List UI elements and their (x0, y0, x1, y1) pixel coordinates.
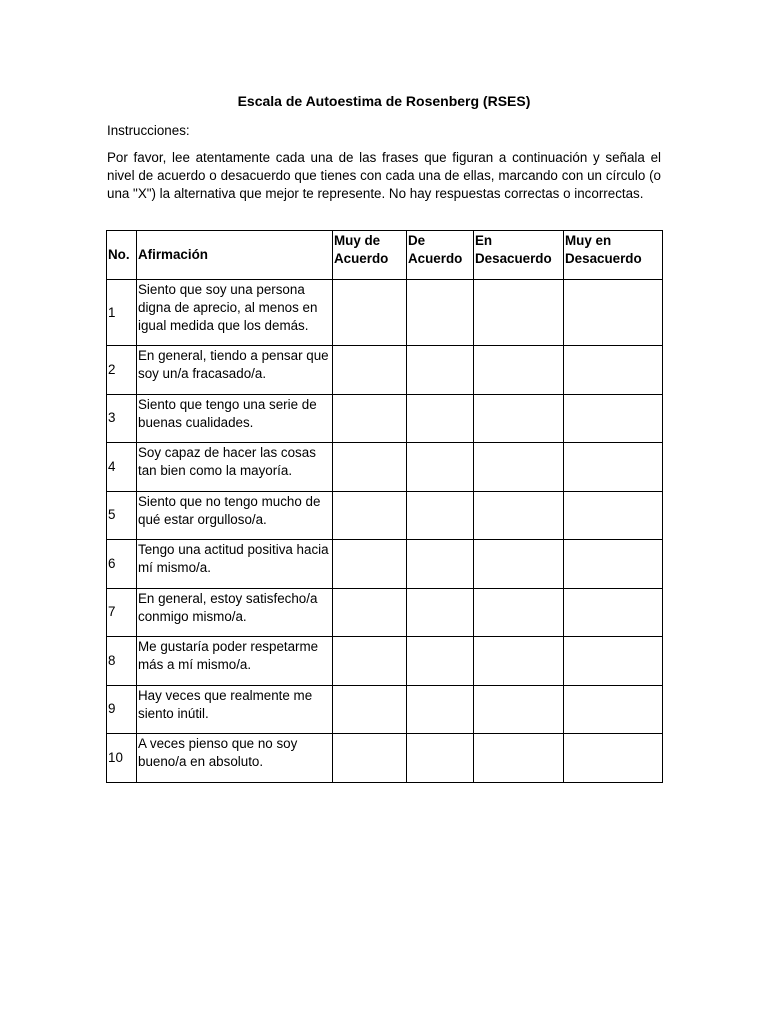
answer-cell-muy-de-acuerdo[interactable] (333, 734, 407, 783)
table-row (107, 491, 663, 540)
table-row (107, 540, 663, 589)
row-number: 9 (107, 685, 137, 734)
header-option-de-acuerdo (407, 231, 474, 280)
row-statement: Soy capaz de hacer las cosas tan bien como la mayoría. (137, 443, 333, 492)
table-row (107, 346, 663, 395)
answer-cell-muy-en-desacuerdo[interactable] (564, 346, 663, 395)
answer-cell-muy-en-desacuerdo[interactable] (564, 443, 663, 492)
row-statement: Me gustaría poder respetarme más a mí mismo/a. (137, 637, 333, 686)
document-title: Escala de Autoestima de Rosenberg (RSES) (237, 93, 531, 109)
instructions-label: Instrucciones: (107, 123, 190, 138)
table-row (107, 394, 663, 443)
answer-cell-en-desacuerdo[interactable] (474, 588, 564, 637)
row-number: 1 (107, 280, 137, 346)
answer-cell-muy-de-acuerdo[interactable] (333, 588, 407, 637)
answer-cell-en-desacuerdo[interactable] (474, 491, 564, 540)
rses-table (106, 230, 663, 783)
answer-cell-de-acuerdo[interactable] (407, 443, 474, 492)
answer-cell-en-desacuerdo[interactable] (474, 540, 564, 589)
answer-cell-muy-de-acuerdo[interactable] (333, 540, 407, 589)
answer-cell-muy-en-desacuerdo[interactable] (564, 685, 663, 734)
instructions-text: Por favor, lee atentamente cada una de las frases que figuran a continuación y señala el nivel de acuerdo o desacuerdo que tienes con cada una de ellas, marcando con un círculo (o una "X") la alternativa que mejor te represente. No hay respuestas correctas o incorrectas. (107, 150, 661, 202)
answer-cell-de-acuerdo[interactable] (407, 588, 474, 637)
answer-cell-de-acuerdo[interactable] (407, 346, 474, 395)
answer-cell-muy-de-acuerdo[interactable] (333, 394, 407, 443)
header-option-line: Muy en (565, 233, 612, 248)
answer-cell-en-desacuerdo[interactable] (474, 637, 564, 686)
header-option-line: En (475, 233, 493, 248)
header-number: No. (107, 231, 137, 280)
table-row (107, 685, 663, 734)
row-number: 5 (107, 491, 137, 540)
header-option-muy-en-desacuerdo (564, 231, 663, 280)
answer-cell-de-acuerdo[interactable] (407, 394, 474, 443)
answer-cell-en-desacuerdo[interactable] (474, 280, 564, 346)
row-number: 4 (107, 443, 137, 492)
table-row (107, 588, 663, 637)
table-row (107, 280, 663, 346)
row-number: 2 (107, 346, 137, 395)
answer-cell-de-acuerdo[interactable] (407, 280, 474, 346)
answer-cell-de-acuerdo[interactable] (407, 491, 474, 540)
answer-cell-muy-de-acuerdo[interactable] (333, 443, 407, 492)
answer-cell-muy-en-desacuerdo[interactable] (564, 540, 663, 589)
header-option-line: Desacuerdo (475, 251, 552, 266)
header-option-muy-de-acuerdo (333, 231, 407, 280)
answer-cell-de-acuerdo[interactable] (407, 734, 474, 783)
answer-cell-muy-en-desacuerdo[interactable] (564, 280, 663, 346)
answer-cell-de-acuerdo[interactable] (407, 540, 474, 589)
row-statement: Siento que soy una persona digna de aprecio, al menos en igual medida que los demás. (137, 280, 333, 346)
header-option-line: Acuerdo (334, 251, 389, 266)
row-number: 6 (107, 540, 137, 589)
answer-cell-en-desacuerdo[interactable] (474, 346, 564, 395)
header-option-line: Muy de (334, 233, 381, 248)
answer-cell-en-desacuerdo[interactable] (474, 685, 564, 734)
header-option-en-desacuerdo (474, 231, 564, 280)
header-option-line: Desacuerdo (565, 251, 642, 266)
answer-cell-en-desacuerdo[interactable] (474, 394, 564, 443)
table-row (107, 637, 663, 686)
row-statement: En general, tiendo a pensar que soy un/a fracasado/a. (137, 346, 333, 395)
answer-cell-muy-de-acuerdo[interactable] (333, 685, 407, 734)
answer-cell-muy-de-acuerdo[interactable] (333, 346, 407, 395)
answer-cell-de-acuerdo[interactable] (407, 637, 474, 686)
answer-cell-muy-en-desacuerdo[interactable] (564, 588, 663, 637)
row-number: 7 (107, 588, 137, 637)
row-statement: Siento que no tengo mucho de qué estar orgulloso/a. (137, 491, 333, 540)
row-statement: Hay veces que realmente me siento inútil. (137, 685, 333, 734)
header-statement: Afirmación (137, 231, 333, 280)
row-statement: Tengo una actitud positiva hacia mí mismo/a. (137, 540, 333, 589)
row-number: 8 (107, 637, 137, 686)
row-statement: Siento que tengo una serie de buenas cualidades. (137, 394, 333, 443)
row-statement: En general, estoy satisfecho/a conmigo mismo/a. (137, 588, 333, 637)
answer-cell-en-desacuerdo[interactable] (474, 734, 564, 783)
answer-cell-muy-en-desacuerdo[interactable] (564, 637, 663, 686)
answer-cell-de-acuerdo[interactable] (407, 685, 474, 734)
row-number: 10 (107, 734, 137, 783)
header-option-line: De (408, 233, 426, 248)
row-number: 3 (107, 394, 137, 443)
answer-cell-muy-de-acuerdo[interactable] (333, 280, 407, 346)
answer-cell-en-desacuerdo[interactable] (474, 443, 564, 492)
row-statement: A veces pienso que no soy bueno/a en absoluto. (137, 734, 333, 783)
header-option-line: Acuerdo (408, 251, 463, 266)
answer-cell-muy-de-acuerdo[interactable] (333, 637, 407, 686)
answer-cell-muy-en-desacuerdo[interactable] (564, 491, 663, 540)
answer-cell-muy-en-desacuerdo[interactable] (564, 734, 663, 783)
table-row (107, 443, 663, 492)
table-row (107, 734, 663, 783)
answer-cell-muy-de-acuerdo[interactable] (333, 491, 407, 540)
answer-cell-muy-en-desacuerdo[interactable] (564, 394, 663, 443)
table-header-row (107, 231, 663, 280)
